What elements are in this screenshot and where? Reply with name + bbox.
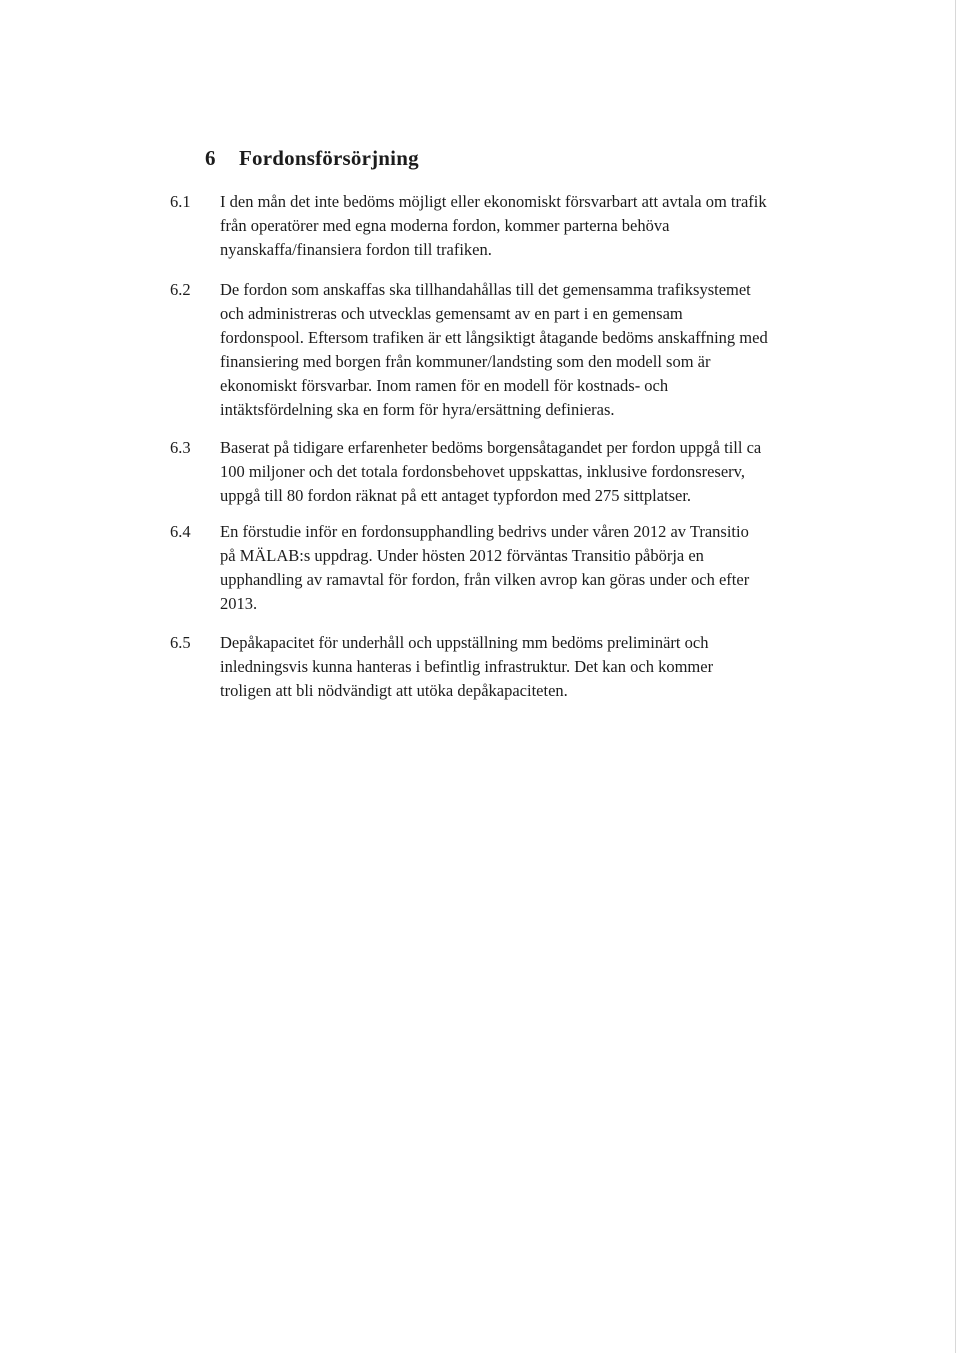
section-line: 2013. bbox=[220, 594, 258, 613]
section-line: från operatörer med egna moderna fordon, kommer parterna behöva bbox=[220, 216, 670, 235]
section-number: 6.2 bbox=[170, 280, 191, 299]
scan-edge-line bbox=[955, 0, 956, 1353]
section-number: 6.1 bbox=[170, 192, 191, 211]
section-number: 6.4 bbox=[170, 522, 191, 541]
section-line: troligen att bli nödvändigt att utöka depåkapaciteten. bbox=[220, 681, 568, 700]
section-line: och administreras och utvecklas gemensamt av en part i en gemensam bbox=[220, 304, 683, 323]
chapter-heading bbox=[205, 146, 419, 171]
section-line: finansiering med borgen från kommuner/landsting som den modell som är bbox=[220, 352, 711, 371]
section-line: nyanskaffa/finansiera fordon till trafiken. bbox=[220, 240, 492, 259]
section-line: ekonomiskt försvarbar. Inom ramen för en modell för kostnads- och bbox=[220, 376, 669, 395]
section-line: Depåkapacitet för underhåll och uppställning mm bedöms preliminärt och bbox=[220, 633, 709, 652]
section-number: 6.3 bbox=[170, 438, 191, 457]
section-line: uppgå till 80 fordon räknat på ett antaget typfordon med 275 sittplatser. bbox=[220, 486, 692, 505]
chapter-title: Fordonsförsörjning bbox=[239, 146, 419, 170]
section-number: 6.5 bbox=[170, 633, 191, 652]
section-line: Baserat på tidigare erfarenheter bedöms borgensåtagandet per fordon uppgå till ca bbox=[220, 438, 762, 457]
section-line: I den mån det inte bedöms möjligt eller ekonomiskt försvarbart att avtala om trafik bbox=[220, 192, 767, 211]
section-line: intäktsfördelning ska en form för hyra/ersättning definieras. bbox=[220, 400, 615, 419]
section-line: upphandling av ramavtal för fordon, från vilken avrop kan göras under och efter bbox=[220, 570, 750, 589]
section-line: fordonspool. Eftersom trafiken är ett långsiktigt åtagande bedöms anskaffning med bbox=[220, 328, 768, 347]
section-line: De fordon som anskaffas ska tillhandahållas till det gemensamma trafiksystemet bbox=[220, 280, 751, 299]
section-line: inledningsvis kunna hanteras i befintlig infrastruktur. Det kan och kommer bbox=[220, 657, 714, 676]
section-line: på MÄLAB:s uppdrag. Under hösten 2012 förväntas Transitio påbörja en bbox=[220, 546, 704, 565]
chapter-number: 6 bbox=[205, 146, 216, 170]
section-line: 100 miljoner och det totala fordonsbehovet uppskattas, inklusive fordonsreserv, bbox=[220, 462, 745, 481]
section-line: En förstudie inför en fordonsupphandling bedrivs under våren 2012 av Transitio bbox=[220, 522, 749, 541]
